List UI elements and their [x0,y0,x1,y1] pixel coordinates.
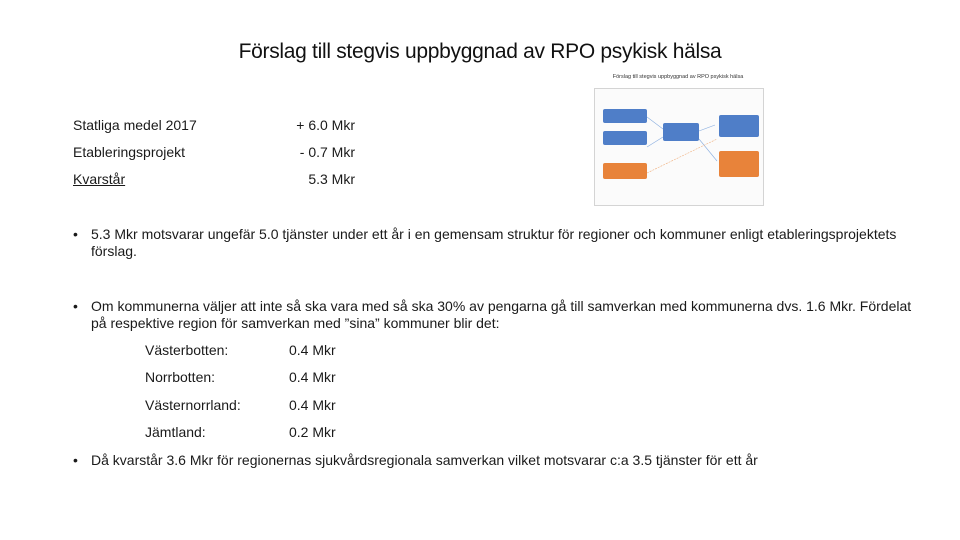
thumbnail-box [603,109,647,123]
diagram-thumbnail [590,74,766,206]
budget-value: - 0.7 Mkr [299,144,355,160]
budget-label: Statliga medel 2017 [73,117,197,133]
thumbnail-title: Förslag till stegvis uppbyggnad av RPO psykisk hälsa [612,74,744,80]
slide-title: Förslag till stegvis uppbyggnad av RPO psykisk hälsa [238,40,722,63]
thumbnail-connectors [595,89,763,205]
bullet-icon: • [73,298,78,314]
bullet-text: 5.3 Mkr motsvarar ungefär 5.0 tjänster under ett år i en gemensam struktur för regioner och kommuner enligt etableringsprojektets förslag. [91,226,897,259]
budget-label: Etableringsprojekt [73,144,186,160]
thumbnail-box [719,151,759,177]
bullet-item [73,226,913,260]
region-value: 0.4 Mkr [289,396,336,413]
bullet-item [73,452,913,469]
thumbnail-box [603,163,647,179]
region-value: 0.4 Mkr [289,369,336,386]
budget-value: 5.3 Mkr [308,171,355,187]
region-name: Norrbotten: [145,369,216,386]
region-value: 0.2 Mkr [289,423,336,440]
bullet-text: Om kommunerna väljer att inte så ska vara med så ska 30% av pengarna gå till samverkan med kommunerna dvs. 1.6 Mkr. Fördelat på respektive region för samverkan med ”sina” kommuner blir det: [91,298,912,331]
bullet-item [73,298,913,332]
thumbnail-box [663,123,699,141]
region-value: 0.4 Mkr [289,342,336,358]
thumbnail-canvas [594,88,764,206]
bullet-icon: • [73,452,78,468]
region-name: Västernorrland: [145,396,241,413]
budget-label: Kvarstår [73,171,126,187]
bullet-text: Då kvarstår 3.6 Mkr för regionernas sjukvårdsregionala samverkan vilket motsvarar c:a 3.5 tjänster för ett år [91,452,758,468]
bullet-icon: • [73,226,78,242]
budget-value: + 6.0 Mkr [296,117,355,133]
region-name: Jämtland: [145,423,206,440]
thumbnail-box [603,131,647,145]
thumbnail-box [719,115,759,137]
region-name: Västerbotten: [145,342,229,358]
